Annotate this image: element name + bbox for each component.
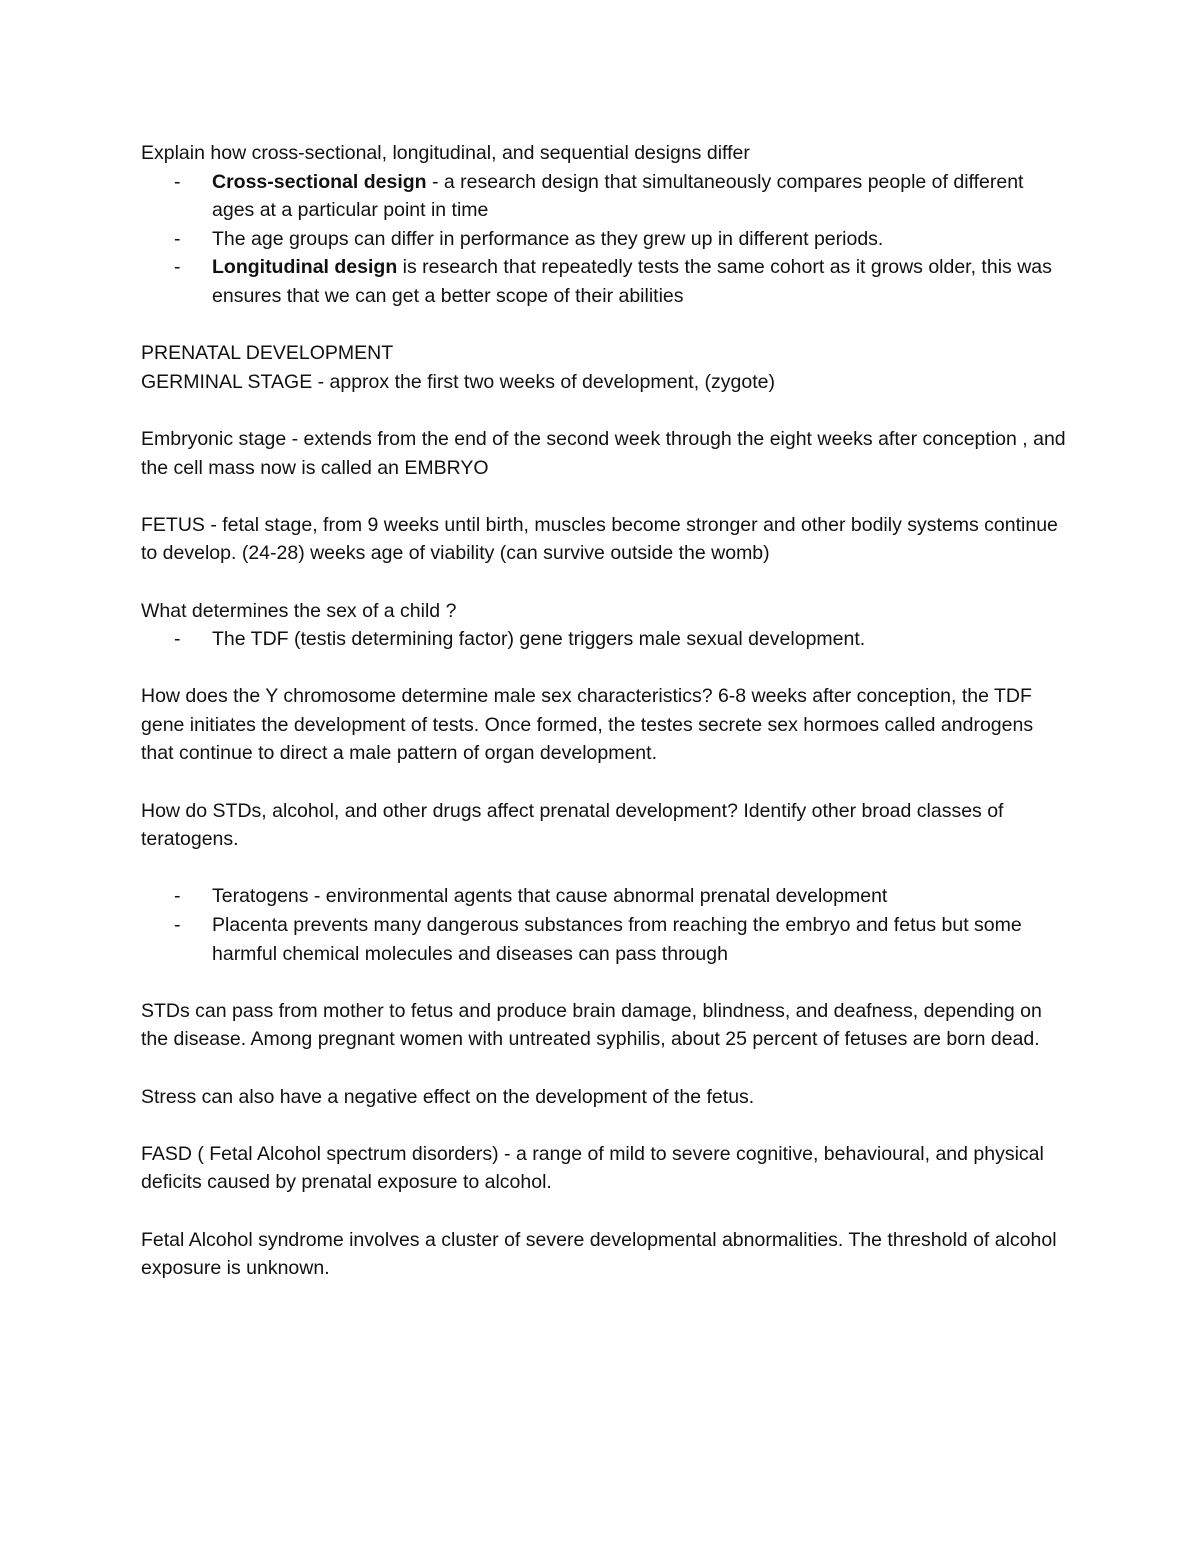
designs-list <box>141 168 1071 311</box>
bullet-text: Placenta prevents many dangerous substances from reaching the embryo and fetus but some harmful chemical molecules and diseases can pass through <box>212 914 1022 965</box>
teratogens-question: How do STDs, alcohol, and other drugs affect prenatal development? Identify other broad classes of teratogens. <box>141 799 1004 851</box>
list-item <box>141 625 1071 654</box>
fasd-paragraph: FASD ( Fetal Alcohol spectrum disorders) - a range of mild to severe cognitive, behavioural, and physical deficits caused by prenatal exposure to alcohol. <box>141 1142 1044 1194</box>
bullet-text: The age groups can differ in performance as they grew up in different periods. <box>212 227 884 250</box>
bullet-dash: - <box>174 885 181 908</box>
stress-paragraph: Stress can also have a negative effect on the development of the fetus. <box>141 1085 755 1108</box>
designs-heading: Explain how cross-sectional, longitudinal, and sequential designs differ <box>141 142 750 164</box>
document-page <box>141 139 1071 1283</box>
list-item <box>141 882 1071 911</box>
spacer <box>141 768 1071 797</box>
list-item <box>141 225 1071 254</box>
list-item <box>141 911 1071 968</box>
spacer <box>141 311 1071 340</box>
spacer <box>141 1054 1071 1083</box>
spacer <box>141 482 1071 511</box>
list-item <box>141 168 1071 225</box>
spacer <box>141 1197 1071 1226</box>
germinal-stage: GERMINAL STAGE - approx the first two weeks of development, (zygote) <box>141 370 775 393</box>
spacer <box>141 1111 1071 1140</box>
bullet-dash: - <box>174 914 181 937</box>
list-item <box>141 253 1071 310</box>
prenatal-heading: PRENATAL DEVELOPMENT <box>141 342 394 365</box>
bullet-text: The TDF (testis determining factor) gene triggers male sexual development. <box>212 628 866 651</box>
sex-list <box>141 625 1071 654</box>
stds-paragraph: STDs can pass from mother to fetus and produce brain damage, blindness, and deafness, depending on the disease. Among pregnant women with untreated syphilis, about 25 percent of fetuses are born dead. <box>141 999 1042 1051</box>
bullet-dash: - <box>174 227 181 250</box>
bullet-dash: - <box>174 256 181 279</box>
embryonic-stage: Embryonic stage - extends from the end of the second week through the eight weeks after conception , and the cell mass now is called an EMBRYO <box>141 427 1066 479</box>
spacer <box>141 654 1071 683</box>
teratogens-list <box>141 882 1071 968</box>
fetus-stage: FETUS - fetal stage, from 9 weeks until birth, muscles become stronger and other bodily systems continue to develop. (24-28) weeks age of viability (can survive outside the womb) <box>141 513 1058 565</box>
term-longitudinal: Longitudinal design <box>212 256 398 279</box>
spacer <box>141 568 1071 597</box>
sex-question: What determines the sex of a child ? <box>141 599 457 622</box>
spacer <box>141 396 1071 425</box>
spacer <box>141 968 1071 997</box>
bullet-dash: - <box>174 170 181 193</box>
fas-paragraph: Fetal Alcohol syndrome involves a cluster of severe developmental abnormalities. The threshold of alcohol exposure is unknown. <box>141 1228 1057 1280</box>
bullet-text: - a research design that simultaneously compares people of different ages at a particular point in time <box>212 170 1024 222</box>
bullet-dash: - <box>174 628 181 651</box>
bullet-text: is research that repeatedly tests the same cohort as it grows older, this was ensures that we can get a better scope of their abilities <box>212 256 1052 307</box>
term-cross-sectional: Cross-sectional design <box>212 170 427 193</box>
y-chromosome-paragraph: How does the Y chromosome determine male sex characteristics? 6-8 weeks after conception, the TDF gene initiates the development of tests. Once formed, the testes secrete sex hormoes called androgens that continue to direct a male pattern of organ development. <box>141 685 1034 765</box>
bullet-text: Teratogens - environmental agents that cause abnormal prenatal development <box>212 885 888 908</box>
spacer <box>141 854 1071 883</box>
